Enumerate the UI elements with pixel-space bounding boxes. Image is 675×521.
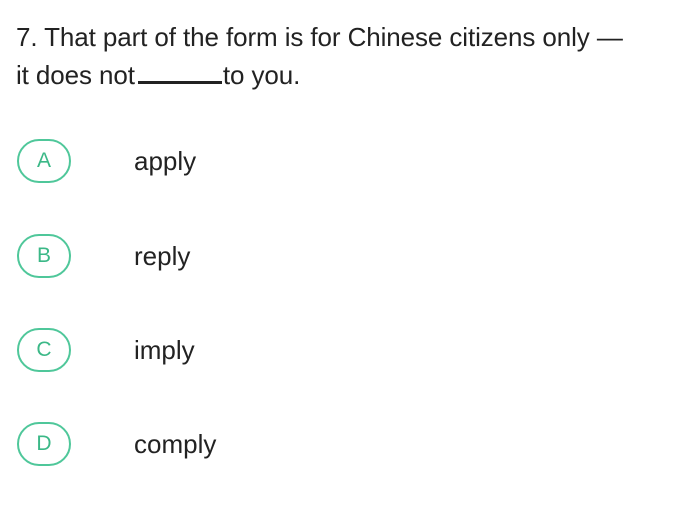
option-d-text[interactable]: comply — [134, 428, 217, 459]
option-a-text[interactable]: apply — [134, 145, 197, 176]
question-prefix: 7. That part of the form is for Chinese citizens only — — [16, 22, 623, 52]
option-b-badge[interactable]: B — [17, 234, 71, 278]
option-c-badge[interactable]: C — [17, 328, 71, 372]
answer-blank — [138, 81, 222, 84]
option-a-badge[interactable]: A — [17, 139, 71, 183]
question-line2-start: it does not — [16, 60, 135, 90]
option-c-text[interactable]: imply — [134, 334, 195, 365]
question-line2-end: to you. — [222, 60, 301, 90]
question-text — [16, 18, 666, 94]
option-d-badge[interactable]: D — [17, 422, 71, 466]
option-c[interactable] — [17, 326, 195, 374]
option-a[interactable] — [17, 137, 196, 185]
option-b[interactable] — [17, 232, 190, 280]
option-b-text[interactable]: reply — [134, 240, 191, 271]
option-d[interactable] — [17, 420, 216, 468]
